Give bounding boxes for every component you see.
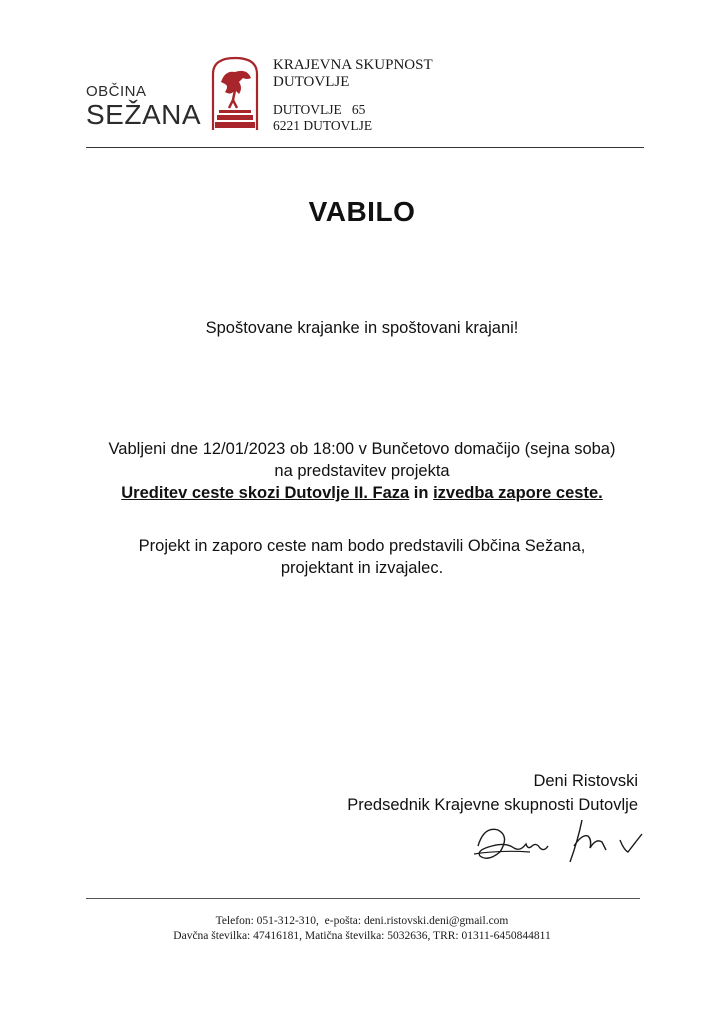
road-closure-name: izvedba zapore ceste. — [433, 484, 603, 502]
org-line-1: KRAJEVNA SKUPNOST — [273, 57, 433, 73]
header-divider — [86, 147, 644, 148]
greeting: Spoštovane krajanke in spoštovani krajani! — [205, 319, 519, 337]
presenters-line-2: projektant in izvajalec. — [280, 559, 444, 577]
invitation-line-2: na predstavitev projekta — [274, 462, 450, 480]
sezana-emblem-icon — [209, 56, 261, 132]
project-name: Ureditev ceste skozi Dutovlje II. Faza — [121, 484, 410, 502]
org-line-2: DUTOVLJE — [273, 74, 350, 90]
invitation-line-3 — [60, 482, 664, 504]
address-line-1: DUTOVLJE 65 — [273, 102, 366, 117]
obcina-sezana-logo — [86, 84, 201, 130]
address-line-2: 6221 DUTOVLJE — [273, 118, 373, 133]
signatory-name: Deni Ristovski — [533, 772, 638, 790]
presenters-paragraph — [60, 535, 664, 579]
invitation-paragraph — [60, 438, 664, 504]
presenters-line-1: Projekt in zaporo ceste nam bodo predstavili Občina Sežana, — [138, 537, 586, 555]
handwritten-signature — [470, 816, 650, 866]
document-title: VABILO — [308, 196, 416, 227]
footer-contact: Telefon: 051-312-310, e-pošta: deni.ristovski.deni@gmail.com — [215, 915, 509, 927]
signatory-role: Predsednik Krajevne skupnosti Dutovlje — [347, 796, 638, 814]
logo-line-sezana: SEŽANA — [86, 99, 202, 130]
footer-divider — [86, 898, 640, 899]
conjunction: in — [413, 484, 429, 502]
org-address — [273, 102, 372, 134]
logo-line-obcina: OBČINA — [86, 83, 147, 100]
org-name — [273, 57, 433, 91]
invitation-line-1: Vabljeni dne 12/01/2023 ob 18:00 v Bunčetovo domačijo (sejna soba) — [108, 440, 616, 458]
footer-registry: Davčna številka: 47416181, Matična številka: 5032636, TRR: 01311-6450844811 — [173, 930, 551, 942]
